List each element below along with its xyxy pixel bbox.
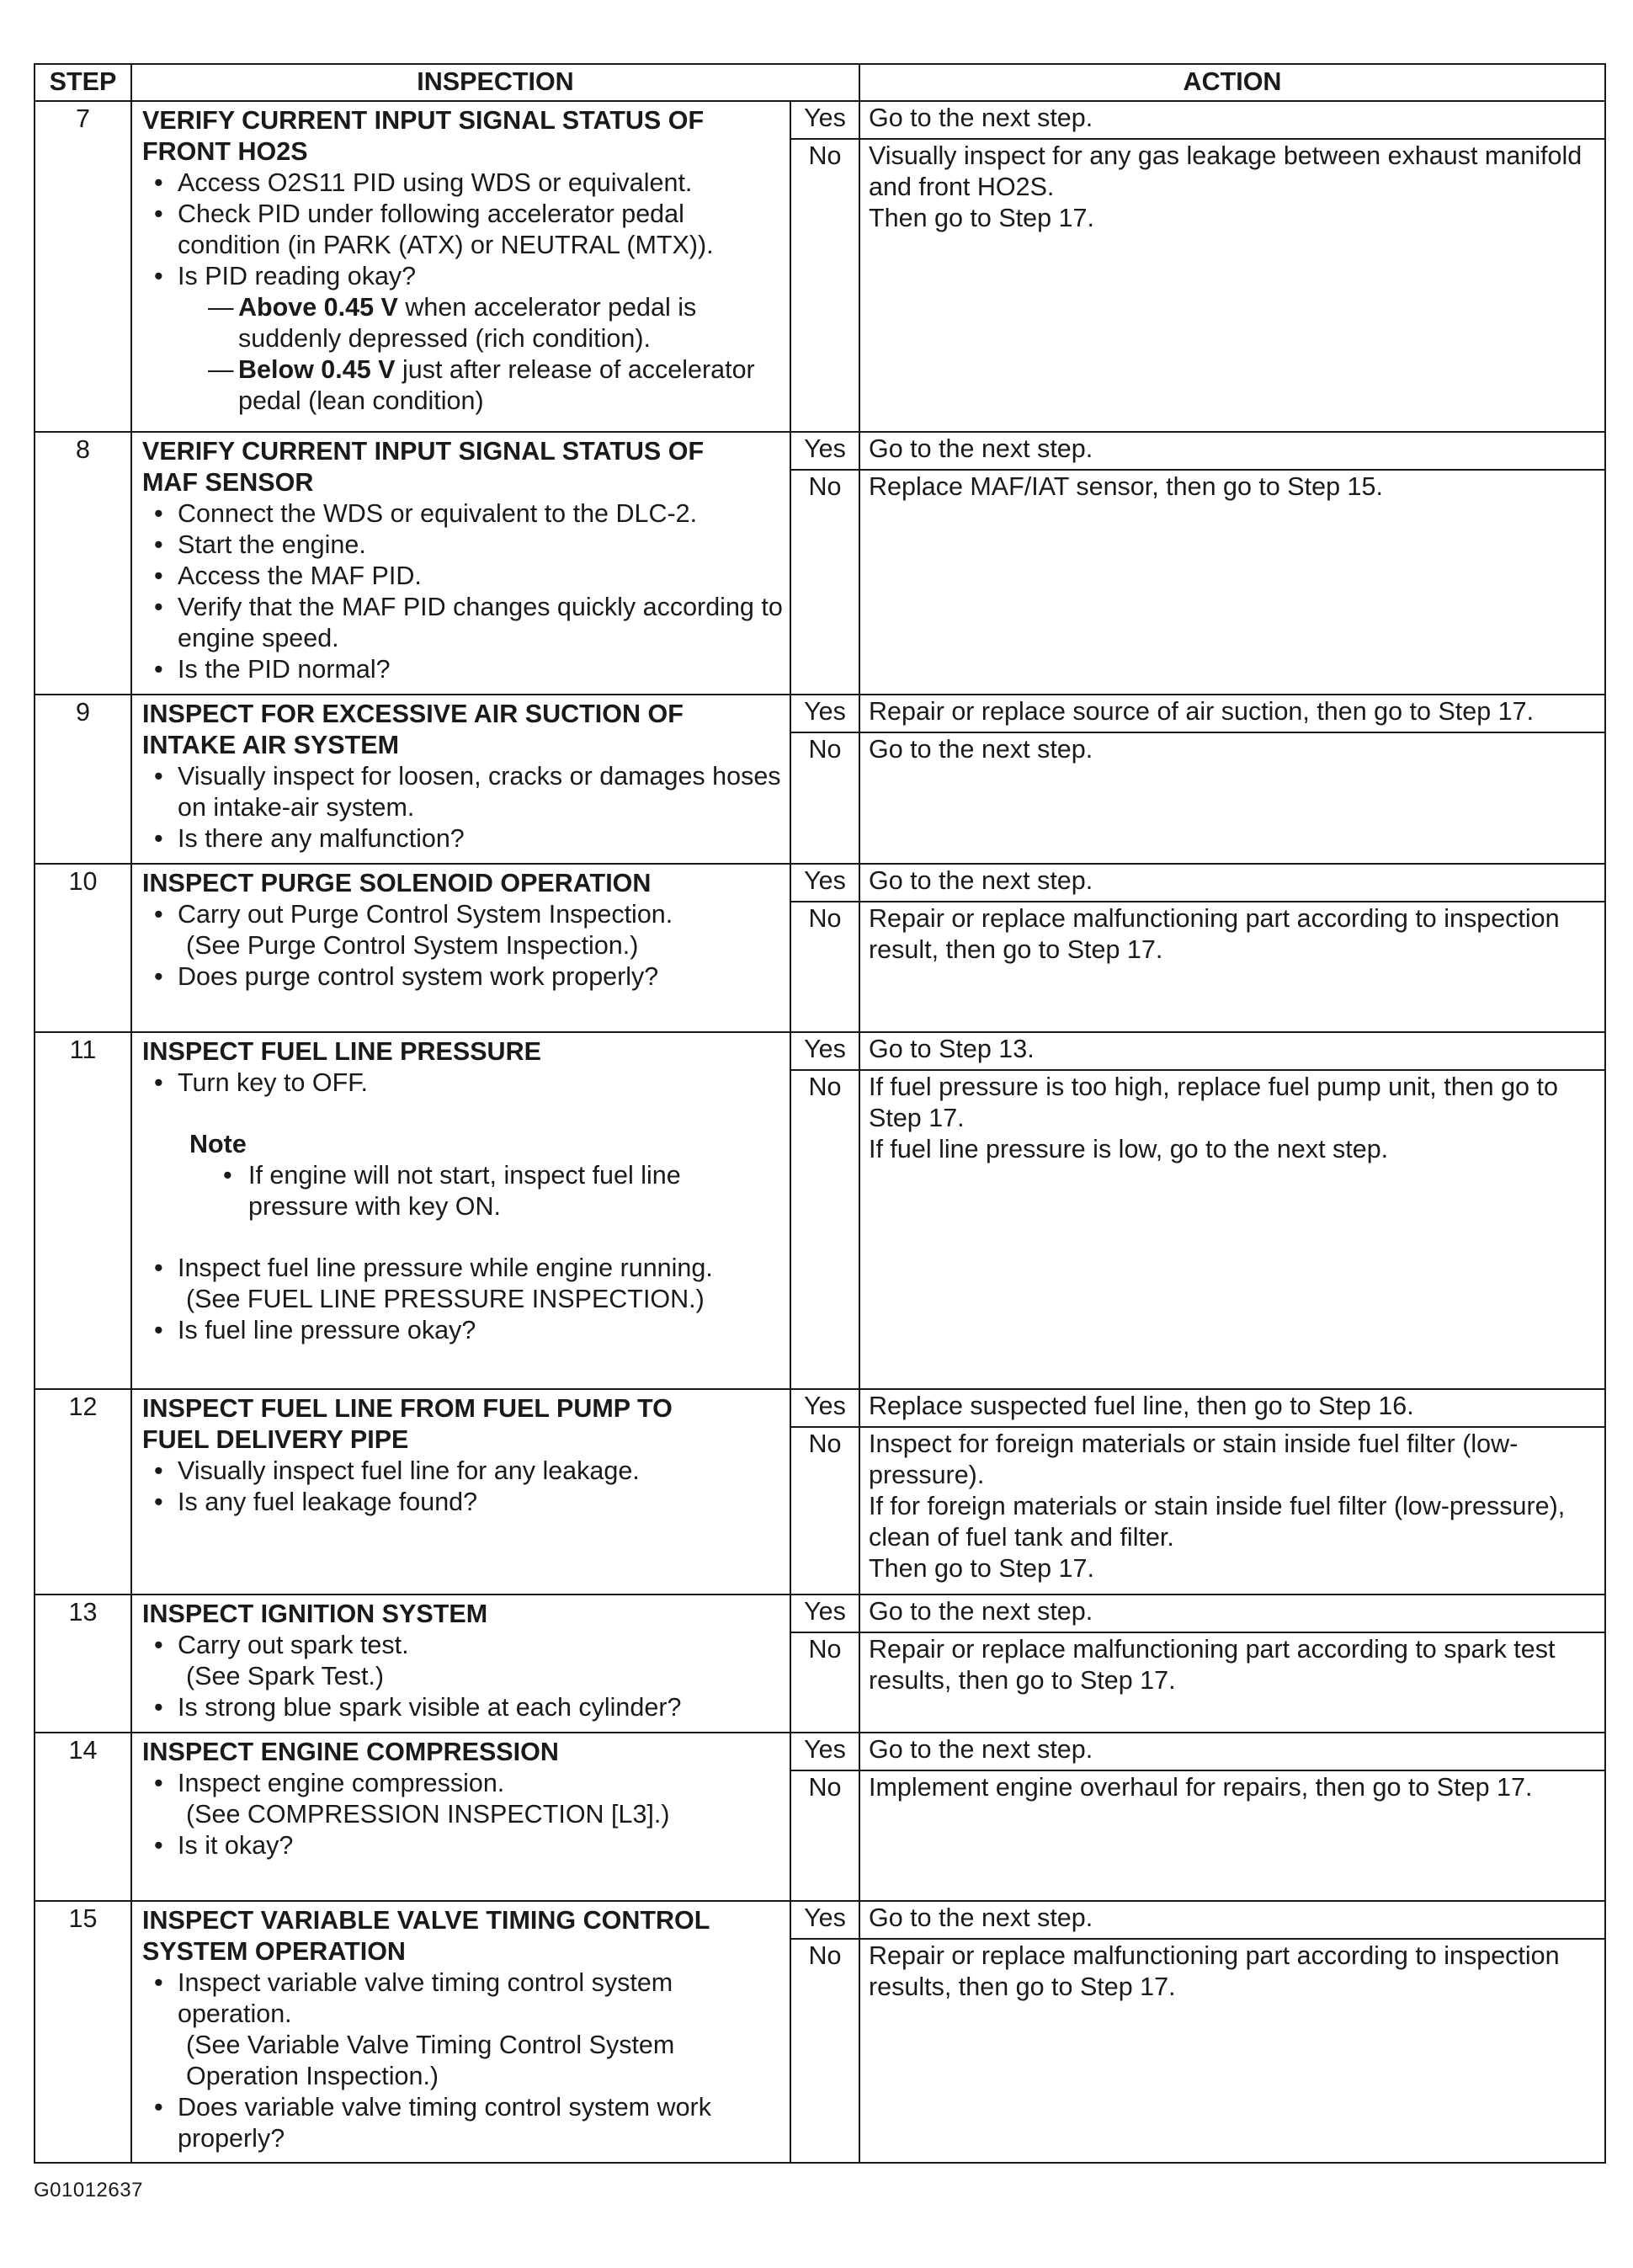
inspection-cell [131, 1032, 790, 1389]
step-number: 14 [35, 1733, 131, 1901]
header-inspection: INSPECTION [131, 64, 859, 101]
yes-label: Yes [790, 695, 859, 732]
inspection-title: INSPECT FUEL LINE PRESSURE [142, 1037, 541, 1066]
note-heading: Note [189, 1130, 247, 1158]
bullet-item: • Turn key to OFF. [142, 1067, 783, 1099]
reference-note: (See Variable Valve Timing Control System Operation Inspection.) [186, 2031, 675, 2090]
inspection-bullets [142, 168, 783, 292]
inspection-title: INSPECT VARIABLE VALVE TIMING CONTROL SYSTEM OPERATION [142, 1906, 710, 1966]
no-label: No [790, 1632, 859, 1733]
no-action: Go to the next step. [859, 732, 1605, 864]
no-action: If fuel pressure is too high, replace fuel pump unit, then go to Step 17. If fuel line pressure is low, go to the next step. [859, 1070, 1605, 1389]
header-row [35, 64, 1605, 101]
no-label: No [790, 1427, 859, 1595]
inspection-bullets [142, 899, 783, 993]
bullet-item: • Is it okay? [142, 1830, 783, 1861]
inspection-cell [131, 1901, 790, 2163]
bullet-item: • Does variable valve timing control system work properly? [142, 2092, 783, 2154]
diagnostic-table [34, 63, 1606, 2164]
reference-note: (See Purge Control System Inspection.) [186, 931, 639, 960]
inspection-bullets [142, 1456, 783, 1518]
no-action: Repair or replace malfunctioning part according to inspection result, then go to Step 17. [859, 902, 1605, 1032]
condition-item: — Below 0.45 V just after release of accelerator pedal (lean condition) [208, 355, 755, 415]
step-number: 11 [35, 1032, 131, 1389]
inspection-title: INSPECT FUEL LINE FROM FUEL PUMP TO FUEL DELIVERY PIPE [142, 1394, 673, 1454]
inspection-cell [131, 695, 790, 864]
inspection-title: INSPECT FOR EXCESSIVE AIR SUCTION OF INTAKE AIR SYSTEM [142, 700, 684, 759]
no-action: Implement engine overhaul for repairs, then go to Step 17. [859, 1770, 1605, 1901]
step-7-yes-row [35, 101, 1605, 139]
yes-label: Yes [790, 1595, 859, 1632]
inspection-title: INSPECT ENGINE COMPRESSION [142, 1738, 559, 1766]
yes-action: Go to the next step. [859, 1901, 1605, 1939]
bullet-item: • Access the MAF PID. [142, 561, 783, 592]
step-number: 15 [35, 1901, 131, 2163]
yes-action: Go to the next step. [859, 101, 1605, 139]
step-10-yes-row [35, 864, 1605, 902]
yes-label: Yes [790, 1733, 859, 1770]
reference-note: (See FUEL LINE PRESSURE INSPECTION.) [186, 1285, 705, 1313]
bullet-item: • Inspect engine compression. (See COMPRESSION INSPECTION [L3].) [142, 1768, 783, 1830]
yes-action: Go to Step 13. [859, 1032, 1605, 1070]
bullet-item: • Visually inspect for loosen, cracks or damages hoses on intake-air system. [142, 761, 783, 823]
figure-id: G01012637 [34, 2179, 143, 2201]
step-number: 13 [35, 1595, 131, 1733]
bullet-item: • Access O2S11 PID using WDS or equivalent. [142, 168, 783, 199]
bullet-item: • Is strong blue spark visible at each cylinder? [142, 1692, 783, 1723]
step-14-yes-row [35, 1733, 1605, 1770]
condition-item: — Above 0.45 V when accelerator pedal is suddenly depressed (rich condition). [208, 293, 697, 353]
yes-label: Yes [790, 864, 859, 902]
header-step: STEP [35, 64, 131, 101]
bullet-item: • Verify that the MAF PID changes quickly according to engine speed. [142, 592, 783, 654]
step-number: 12 [35, 1389, 131, 1595]
no-label: No [790, 1939, 859, 2163]
header-action: ACTION [859, 64, 1605, 101]
reference-note: (See COMPRESSION INSPECTION [L3].) [186, 1800, 670, 1829]
no-label: No [790, 1770, 859, 1901]
inspection-cell [131, 432, 790, 695]
inspection-cell [131, 864, 790, 1032]
bullet-item: • Connect the WDS or equivalent to the DLC-2. [142, 498, 783, 530]
bullet-item: • Carry out Purge Control System Inspection. (See Purge Control System Inspection.) [142, 899, 783, 961]
yes-action: Go to the next step. [859, 1595, 1605, 1632]
no-label: No [790, 902, 859, 1032]
yes-label: Yes [790, 1389, 859, 1427]
no-action: Visually inspect for any gas leakage between exhaust manifold and front HO2S. Then go to Step 17. [859, 139, 1605, 432]
yes-label: Yes [790, 1032, 859, 1070]
inspection-cell [131, 1595, 790, 1733]
inspection-cell [131, 1389, 790, 1595]
step-number: 9 [35, 695, 131, 864]
yes-action: Replace suspected fuel line, then go to Step 16. [859, 1389, 1605, 1427]
inspection-cell [131, 101, 790, 432]
inspection-title: INSPECT IGNITION SYSTEM [142, 1600, 488, 1628]
step-9-yes-row [35, 695, 1605, 732]
bullet-item: • Start the engine. [142, 530, 783, 561]
note-item: • If engine will not start, inspect fuel line pressure with key ON. [216, 1160, 783, 1222]
inspection-cell [131, 1733, 790, 1901]
bullet-item: • Is there any malfunction? [142, 823, 783, 854]
no-action: Inspect for foreign materials or stain inside fuel filter (low-pressure). If for foreign materials or stain inside fuel filter (low-pressure), clean of fuel tank and filter. Then go to Step 17. [859, 1427, 1605, 1595]
step-8-yes-row [35, 432, 1605, 470]
step-13-yes-row [35, 1595, 1605, 1632]
bullet-item: • Is any fuel leakage found? [142, 1487, 783, 1518]
bullet-item: • Does purge control system work properly? [142, 961, 783, 993]
reference-note: (See Spark Test.) [186, 1662, 385, 1690]
inspection-bullets [142, 1768, 783, 1861]
yes-action: Go to the next step. [859, 1733, 1605, 1770]
inspection-title: VERIFY CURRENT INPUT SIGNAL STATUS OF FRONT HO2S [142, 106, 705, 166]
note-list [142, 1160, 783, 1222]
yes-action: Go to the next step. [859, 432, 1605, 470]
no-label: No [790, 1070, 859, 1389]
condition-list [142, 292, 783, 417]
inspection-title: VERIFY CURRENT INPUT SIGNAL STATUS OF MAF SENSOR [142, 437, 705, 497]
no-label: No [790, 139, 859, 432]
step-12-yes-row [35, 1389, 1605, 1427]
bullet-item: • Inspect variable valve timing control system operation. (See Variable Valve Timing Control System Operation Inspection.) [142, 1967, 783, 2092]
no-action: Replace MAF/IAT sensor, then go to Step 15. [859, 470, 1605, 695]
step-number: 8 [35, 432, 131, 695]
bullet-item: • Is the PID normal? [142, 654, 783, 685]
inspection-bullets [142, 761, 783, 854]
step-11-yes-row [35, 1032, 1605, 1070]
yes-label: Yes [790, 101, 859, 139]
no-action: Repair or replace malfunctioning part according to inspection results, then go to Step 17. [859, 1939, 1605, 2163]
bullet-item: • Is PID reading okay? [142, 261, 783, 292]
yes-label: Yes [790, 432, 859, 470]
bullet-item: • Check PID under following accelerator pedal condition (in PARK (ATX) or NEUTRAL (MTX)). [142, 199, 783, 261]
inspection-bullets [142, 1967, 783, 2154]
bullet-item: • Carry out spark test. (See Spark Test.) [142, 1630, 783, 1692]
yes-action: Repair or replace source of air suction, then go to Step 17. [859, 695, 1605, 732]
step-15-yes-row [35, 1901, 1605, 1939]
inspection-bullets [142, 1630, 783, 1723]
inspection-bullets [142, 1067, 783, 1099]
no-action: Repair or replace malfunctioning part according to spark test results, then go to Step 17. [859, 1632, 1605, 1733]
no-label: No [790, 732, 859, 864]
bullet-item: • Is fuel line pressure okay? [142, 1315, 783, 1346]
inspection-bullets [142, 498, 783, 685]
step-number: 10 [35, 864, 131, 1032]
step-number: 7 [35, 101, 131, 432]
inspection-bullets [142, 1253, 783, 1346]
no-label: No [790, 470, 859, 695]
yes-action: Go to the next step. [859, 864, 1605, 902]
inspection-title: INSPECT PURGE SOLENOID OPERATION [142, 869, 652, 897]
yes-label: Yes [790, 1901, 859, 1939]
bullet-item: • Inspect fuel line pressure while engine running. (See FUEL LINE PRESSURE INSPECTION.) [142, 1253, 783, 1315]
bullet-item: • Visually inspect fuel line for any leakage. [142, 1456, 783, 1487]
